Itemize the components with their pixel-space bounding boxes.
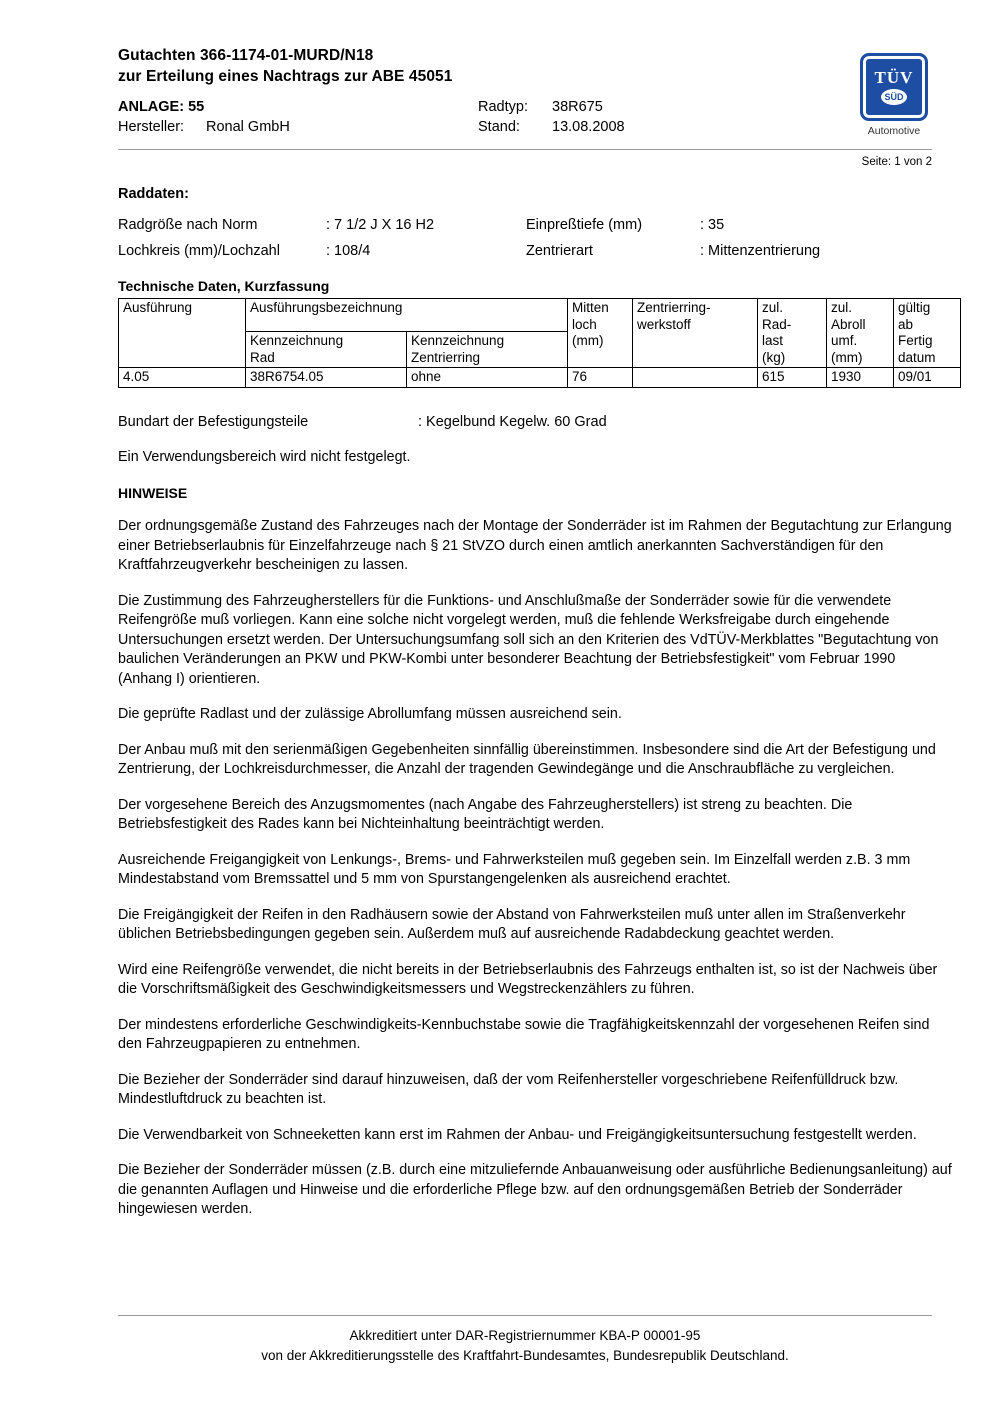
hersteller-row xyxy=(118,117,478,137)
title-line-2: zur Erteilung eines Nachtrags zur ABE 45051 xyxy=(118,68,453,85)
hinweis-paragraph: Die Verwendbarkeit von Schneeketten kann erst im Rahmen der Anbau- und Freigängigkeitsuntersuchung festgestellt werden. xyxy=(118,1126,917,1143)
lochkreis-value: : 108/4 xyxy=(326,243,371,259)
col-kennz-rad-l1: Kennzeichnung xyxy=(250,333,344,348)
hinweis-paragraph: Die Freigängigkeit der Reifen in den Radhäusern sowie der Abstand von Fahrwerksteilen muß unter allen im Straßenverkehr üblichen Betriebsbedingungen gegeben sein. Außerdem muß auf ausreichende Radabdeckung geachtet werden. xyxy=(118,906,906,942)
raddaten-row-1 xyxy=(118,212,932,238)
col-kennzeichnung-zentrierring xyxy=(407,332,568,368)
hinweis-paragraph: Der mindestens erforderliche Geschwindigkeits-Kennbuchstabe sowie die Tragfähigkeitskennzahl der vorgesehenen Reifen sind den Fahrzeugpapieren zu entnehmen. xyxy=(118,1016,930,1052)
col-mittenloch xyxy=(568,299,633,368)
radgroesse-label: Radgröße nach Norm xyxy=(118,217,258,233)
col-ausfuehrung: Ausführung xyxy=(119,299,246,368)
col-abroll-l3: umf. xyxy=(831,333,858,348)
hinweis-paragraph: Die Zustimmung des Fahrzeugherstellers für die Funktions- und Anschlußmaße der Sonderräder sowie für die verwendete Reifengröße muß vorliegen. Kann eine solche nicht vorgelegt werden, muß die fehlende Werksfreigabe durch eingehende Untersuchungen ersetzt werden. Der Untersuchungsumfang soll sich an den Kriterien des VdTÜV-Merkblattes "Begutachtung von baulichen Veränderungen an PKW und PKW-Kombi unter besonderer Beachtung der Betriebsfestigkeit" vom Februar 1990 (Anhang I) orientieren. xyxy=(118,592,939,687)
cell-abrollumfang: 1930 xyxy=(827,368,894,388)
hinweis-paragraph: Der Anbau muß mit den serienmäßigen Gegebenheiten sinnfällig übereinstimmen. Insbesondere sind die Art der Befestigung und Zentrierung, der Lochkreisdurchmesser, die Anzahl der tragenden Gewindegänge und die Anschraubfläche zu vergleichen. xyxy=(118,741,936,777)
col-kennzeichnung-rad xyxy=(246,332,407,368)
footer-line-1: Akkreditiert unter DAR-Registriernummer KBA-P 00001-95 xyxy=(349,1328,701,1343)
lochkreis-label: Lochkreis (mm)/Lochzahl xyxy=(118,243,280,259)
col-ausfuehrungsbezeichnung: Ausführungsbezeichnung xyxy=(246,299,568,332)
header-meta xyxy=(118,97,932,137)
technische-daten-heading: Technische Daten, Kurzfassung xyxy=(118,278,330,294)
tuv-badge-icon xyxy=(860,53,928,121)
col-abroll-l4: (mm) xyxy=(831,349,863,365)
hinweis-paragraph: Wird eine Reifengröße verwendet, die nicht bereits in der Betriebserlaubnis des Fahrzeugs enthalten ist, so ist der Nachweis über die Vorschriftsmäßigkeit des Geschwindigkeitsmessers und Wegstreckenzählers zu führen. xyxy=(118,961,938,997)
tuv-brand-text: TÜV xyxy=(874,68,914,87)
stand-label: Stand: xyxy=(478,119,520,135)
col-gueltig-l3: Fertig xyxy=(898,333,933,348)
cell-werkstoff xyxy=(633,368,758,388)
col-radlast-l3: last xyxy=(762,333,784,348)
title-line-1: Gutachten 366-1174-01-MURD/N18 xyxy=(118,47,374,64)
document-footer xyxy=(118,1315,932,1366)
col-gueltig-ab xyxy=(894,299,961,368)
col-kennz-rad-l2: Rad xyxy=(250,349,275,365)
col-kennz-zent-l1: Kennzeichnung xyxy=(411,333,505,348)
col-abroll-l1: zul. xyxy=(831,300,853,315)
table-header-row-1 xyxy=(119,299,961,332)
col-mittenloch-l3: (mm) xyxy=(572,333,604,348)
bundart-value: : Kegelbund Kegelw. 60 Grad xyxy=(418,413,607,430)
bundart-row xyxy=(118,414,932,430)
hinweis-paragraph: Die geprüfte Radlast und der zulässige Abrollumfang müssen ausreichend sein. xyxy=(118,706,622,722)
radtyp-value: 38R675 xyxy=(552,99,603,115)
bundart-label: Bundart der Befestigungsteile xyxy=(118,413,309,430)
tuv-sub-mark: SÜD xyxy=(881,89,907,105)
zentrierart-value: : Mittenzentrierung xyxy=(700,243,821,259)
document-header xyxy=(118,45,932,137)
col-gueltig-l1: gültig xyxy=(898,300,931,315)
col-kennz-zent-l2: Zentrierring xyxy=(411,349,481,365)
raddaten-heading: Raddaten: xyxy=(118,186,189,202)
col-radlast-l1: zul. xyxy=(762,300,784,315)
tuv-sud-logo xyxy=(846,53,942,137)
page-number: Seite: 1 von 2 xyxy=(861,156,932,168)
hersteller-label: Hersteller: xyxy=(118,119,185,135)
col-abroll-l2: Abroll xyxy=(831,316,866,332)
cell-gueltig-ab: 09/01 xyxy=(894,368,961,388)
anlage-label: ANLAGE: 55 xyxy=(118,99,205,115)
radgroesse-value: : 7 1/2 J X 16 H2 xyxy=(326,217,435,233)
einpresstiefe-value: : 35 xyxy=(700,217,725,233)
hinweis-paragraph: Ausreichende Freigangigkeit von Lenkungs-, Brems- und Fahrwerksteilen muß gegeben sein. Im Einzelfall werden z.B. 3 mm Mindestabstand vom Bremssattel und 5 mm von Spurstangengelenken als ausreichend erachtet. xyxy=(118,851,911,887)
verwendungsbereich-text: Ein Verwendungsbereich wird nicht festgelegt. xyxy=(118,448,411,465)
page-title xyxy=(118,45,932,87)
tuv-caption: Automotive xyxy=(867,125,921,137)
col-zentrierring-l1: Zentrierring- xyxy=(637,300,711,315)
hinweis-paragraph: Die Bezieher der Sonderräder müssen (z.B. durch eine mitzuliefernde Anbauanweisung oder ausführliche Bedienungsanleitung) auf die genannten Auflagen und Hinweise und die erforderliche Pflege bzw. auf den ordnungsgemäßen Betrieb der Sonderräder hingewiesen werden. xyxy=(118,1162,952,1217)
col-zentrierring-l2: werkstoff xyxy=(637,316,691,332)
hersteller-value: Ronal GmbH xyxy=(206,119,290,135)
col-zentrierring-werkstoff xyxy=(633,299,758,368)
hinweis-paragraph: Der vorgesehene Bereich des Anzugsmomentes (nach Angabe des Fahrzeugherstellers) ist streng zu beachten. Die Betriebsfestigkeit des Rades kann bei Nichteinhaltung beeinträchtigt werden. xyxy=(118,796,853,832)
hinweise-heading: HINWEISE xyxy=(118,485,188,501)
technische-daten-table xyxy=(118,298,961,388)
cell-radlast: 615 xyxy=(758,368,827,388)
table-row xyxy=(119,368,961,388)
hinweis-paragraph: Der ordnungsgemäße Zustand des Fahrzeuges nach der Montage der Sonderräder ist im Rahmen der Begutachtung zur Erlangung einer Betriebserlaubnis für Einzelfahrzeuge nach § 21 StVZO durch einen amtlich anerkannten Sachverständigen für den Kraftfahrzeugverkehr bescheinigen zu lassen. xyxy=(118,518,952,573)
cell-kennzeichnung-zentrierring: ohne xyxy=(407,368,568,388)
col-gueltig-l4: datum xyxy=(898,349,936,365)
cell-kennzeichnung-rad: 38R6754.05 xyxy=(246,368,407,388)
footer-line-2: von der Akkreditierungsstelle des Kraftfahrt-Bundesamtes, Bundesrepublik Deutschland. xyxy=(261,1348,789,1363)
header-meta-left xyxy=(118,97,478,137)
col-zul-radlast xyxy=(758,299,827,368)
radtyp-label: Radtyp: xyxy=(478,99,528,115)
col-zul-abrollumfang xyxy=(827,299,894,368)
col-radlast-l4: (kg) xyxy=(762,349,786,365)
raddaten-row-2 xyxy=(118,238,932,264)
col-mittenloch-l2: loch xyxy=(572,316,597,332)
col-gueltig-l2: ab xyxy=(898,316,914,332)
hinweis-paragraph: Die Bezieher der Sonderräder sind darauf hinzuweisen, daß der vom Reifenhersteller vorgeschriebene Reifenfülldruck bzw. Mindestluftdruck zu beachten ist. xyxy=(118,1071,899,1107)
zentrierart-label: Zentrierart xyxy=(526,243,593,259)
einpresstiefe-label: Einpreßtiefe (mm) xyxy=(526,217,643,233)
footer-divider xyxy=(118,1315,932,1316)
col-mittenloch-l1: Mitten xyxy=(572,300,609,315)
col-radlast-l2: Rad- xyxy=(762,316,792,332)
header-divider xyxy=(118,149,932,150)
cell-ausfuehrung: 4.05 xyxy=(119,368,246,388)
cell-mittenloch: 76 xyxy=(568,368,633,388)
stand-value: 13.08.2008 xyxy=(552,119,625,135)
